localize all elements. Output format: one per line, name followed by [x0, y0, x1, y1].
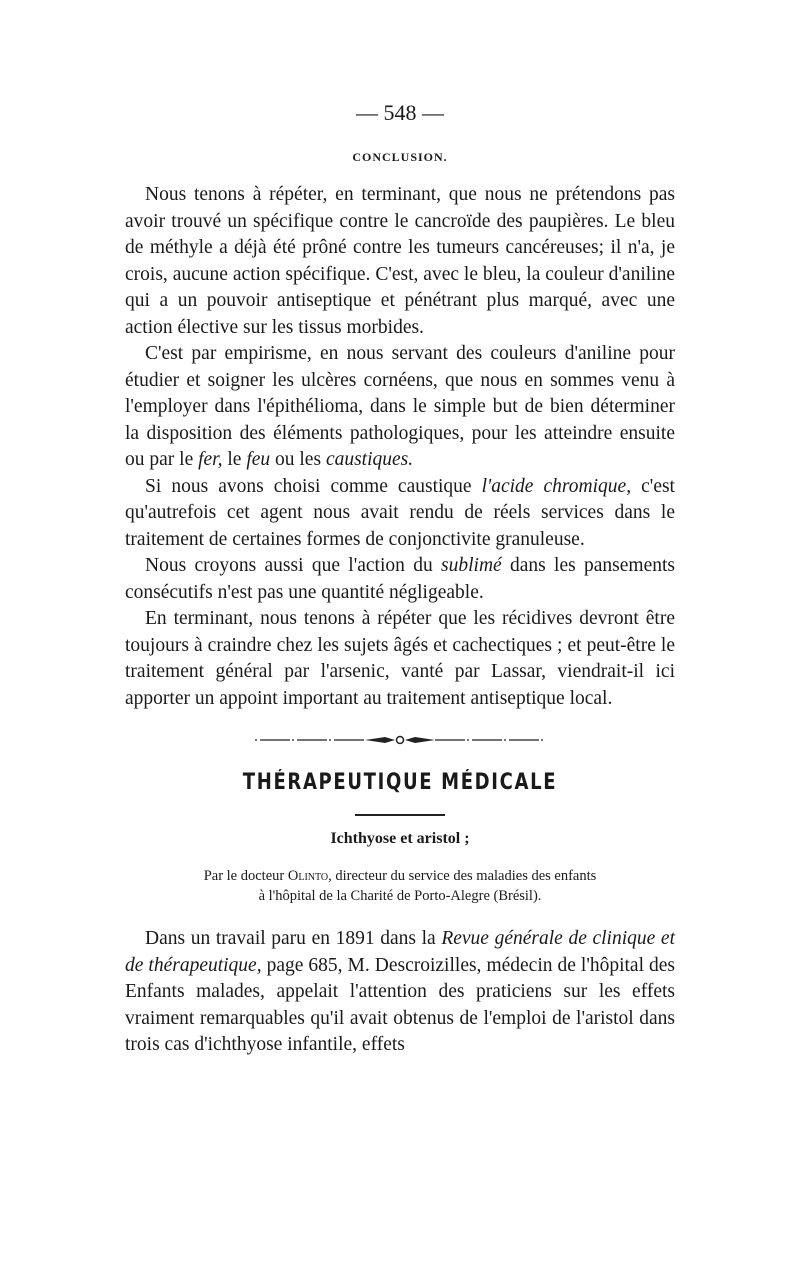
conclusion-heading: CONCLUSION.	[352, 150, 448, 164]
byline-author: Olinto	[287, 868, 329, 884]
italic-fer: fer,	[198, 449, 223, 470]
section-title: THÉRAPEUTIQUE MÉDICALE	[242, 770, 558, 795]
italic-sublime: sublimé	[441, 555, 502, 576]
byline	[125, 866, 675, 906]
article-body	[125, 926, 675, 1059]
italic-feu: feu	[246, 449, 271, 470]
article-paragraph-1-start: Dans un travail paru en 1891 dans la	[145, 928, 442, 949]
conclusion-body	[125, 182, 675, 712]
paragraph-2-mid: le	[222, 449, 247, 470]
article-paragraph-1-rest: page 685, M. Descroizilles, médecin de l'hôpital des Enfants malades, appelait l'attention des praticiens sur les effets vraiment remarquables qu'il avait obtenus de l'emploi de l'aristol dans trois cas d'ichthyose infantile, effets	[125, 954, 675, 1055]
paragraph-2	[125, 341, 675, 474]
italic-revue: Revue générale de clinique et de thérapeutique,	[125, 928, 675, 976]
paragraph-1: Nous tenons à répéter, en terminant, que nous ne prétendons pas avoir trouvé un spécifique contre le cancroïde des paupières. Le bleu de méthyle a déjà été prôné contre les tumeurs cancéreuses; il n'a, je crois, aucune action spécifique. C'est, avec le bleu, la couleur d'aniline qui a un pouvoir antiseptique et pénétrant plus marqué, avec une action élective sur les tissus morbides.	[125, 184, 675, 338]
paragraph-3-text: Si nous avons choisi comme caustique	[145, 475, 482, 497]
italic-acide-chromique: l'acide chromique,	[481, 475, 632, 497]
page-number: — 548 —	[356, 100, 444, 125]
byline-prefix: Par le docteur	[203, 868, 288, 884]
paragraph-5: En terminant, nous tenons à répéter que les récidives devront être toujours à craindre chez les sujets âgés et cachectiques ; et peut-être le traitement général par l'arsenic, vanté par Lassar, viendrait-il ici apporter un appoint important au traitement antiseptique local.	[125, 608, 675, 709]
title-rule	[355, 814, 445, 816]
italic-caustiques: caustiques.	[325, 449, 414, 470]
ornament-divider	[255, 728, 545, 752]
paragraph-3	[125, 474, 675, 554]
article-title: Ichthyose et aristol ;	[330, 830, 470, 847]
byline-line-1	[125, 866, 675, 886]
paragraph-2-text: C'est par empirisme, en nous servant des couleurs d'aniline pour étudier et soigner les ulcères cornéens, que nous en sommes venu à l'employer dans l'épithélioma, dans le simple but de bien déterminer la disposition des éléments pathologiques, pour les atteindre ensuite ou par le	[125, 343, 675, 470]
paragraph-4-rest: dans les pansements consécutifs n'est pas une quantité négligeable.	[125, 555, 676, 603]
byline-line-2: à l'hôpital de la Charité de Porto-Alegre (Brésil).	[258, 888, 542, 904]
paragraph-4-text: Nous croyons aussi que l'action du	[145, 555, 442, 576]
paragraph-4	[125, 553, 675, 606]
paragraph-3-rest: c'est qu'autrefois cet agent nous avait rendu de réels services dans le traitement de certaines formes de conjonctivite granuleuse.	[125, 475, 675, 550]
paragraph-2-mid2: ou les	[270, 449, 326, 470]
byline-rest: , directeur du service des maladies des enfants	[328, 868, 597, 884]
article-paragraph-1	[125, 926, 675, 1059]
